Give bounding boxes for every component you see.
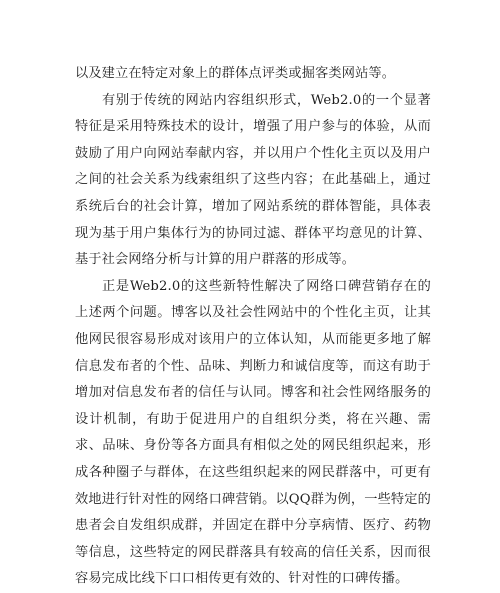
paragraph-1: 以及建立在特定对象上的群体点评类或掘客类网站等。: [75, 66, 396, 81]
paragraph-3: 正是Web2.0的这些新特性解决了网络口碑营销存在的上述两个问题。博客以及社会性网站中的个性化主页，让其他网民很容易形成对该用户的立体认知，从而能更多地了解信息发布者的个性、品味、判断力和诚信度等，而这有助于增加对信息发布者的信任与认同。博客和社会性网络服务的设计机制，有助于促进用户的自组织分类，将在兴趣、需求、品味、身份等各方面具有相似之处的网民组织起来，形成各种圈子与群体，在这些组织起来的网民群落中，可更有效地进行针对性的网络口碑营销。以QQ群为例，一些特定的患者会自发组织成群，并固定在群中分享病情、医疗、药物等信息，这些特定的网民群落具有较高的信任关系，因而很容易完成比线下口口相传更有效的、针对性的口碑传播。: [75, 278, 431, 587]
paragraph-2: 有别于传统的网站内容组织形式，Web2.0的一个显著特征是采用特殊技术的设计，增强了用户参与的体验，从而鼓励了用户向网站奉献内容，并以用户个性化主页以及用户之间的社会关系为线索组织了这些内容；在此基础上，通过系统后台的社会计算，增加了网站系统的群体智能，具体表现为基于用户集体行为的协同过滤、群体平均意见的计算、基于社会网络分析与计算的用户群落的形成等。: [75, 92, 431, 268]
document-body: [75, 61, 431, 593]
